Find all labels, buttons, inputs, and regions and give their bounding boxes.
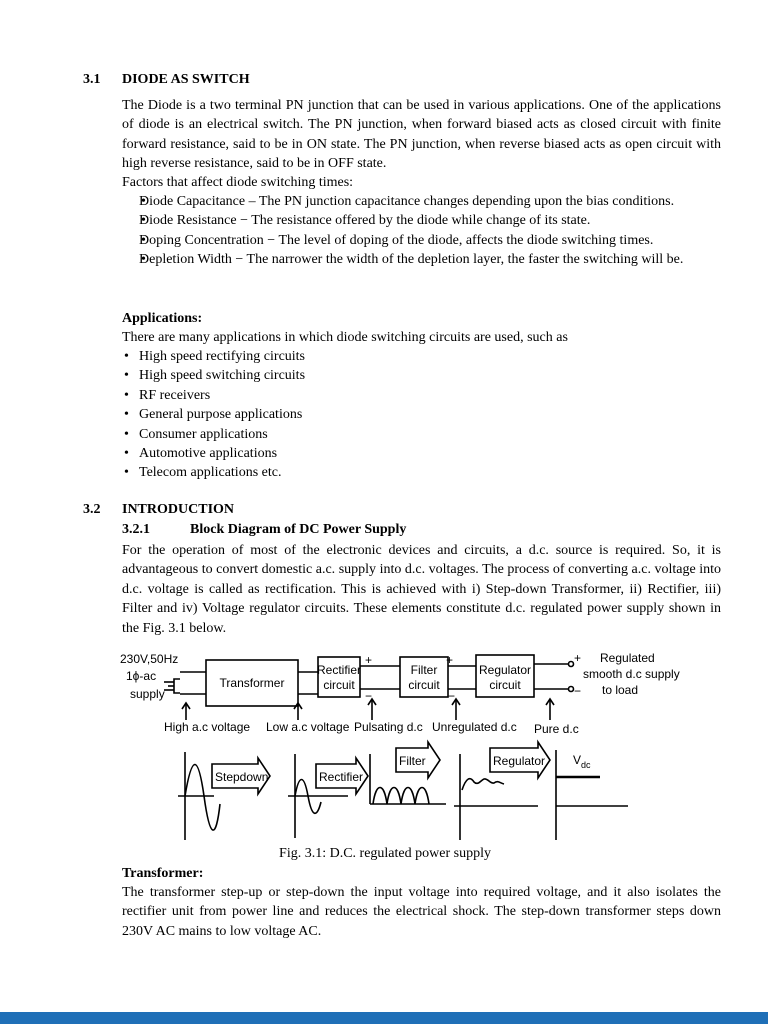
- stage-label-pure: Pure d.c: [534, 722, 579, 736]
- list-item: • Doping Concentration − The level of doping of the diode, affects the diode switching times.: [122, 231, 721, 250]
- transformer-heading: Transformer:: [122, 866, 204, 881]
- diode-intro-paragraph: The Diode is a two terminal PN junction that can be used in various applications. One of the applications of diode is an electrical switch. The PN junction, when forward biased acts as closed circuit with finite forward resistance, said to be in ON state. The PN junction, when reverse biased acts as open circuit with high reverse resistance, said to be in OFF state.: [122, 98, 721, 172]
- plus-sign: +: [365, 653, 373, 667]
- subsection-title: Block Diagram of DC Power Supply: [190, 522, 407, 537]
- section-title: INTRODUCTION: [122, 502, 235, 517]
- list-item: • Automotive applications: [122, 444, 721, 463]
- section-heading-3-1: [83, 71, 383, 89]
- stepdown-arrow-label: Stepdown: [215, 770, 269, 784]
- dc-power-supply-diagram: [118, 646, 680, 842]
- minus-sign: −: [574, 684, 582, 698]
- output-label-line3: to load: [602, 683, 639, 697]
- list-item: • Telecom applications etc.: [122, 463, 721, 482]
- regulator-label-1: Regulator: [478, 663, 532, 677]
- vdc-v: V: [573, 753, 582, 767]
- list-item: • General purpose applications: [122, 405, 721, 424]
- output-label-line1: Regulated: [600, 651, 655, 665]
- supply-label-line2: 1ϕ-ac: [126, 669, 157, 683]
- list-item: • High speed switching circuits: [122, 366, 721, 385]
- subsection-number: 3.2.1: [122, 522, 150, 537]
- supply-label-line1: 230V,50Hz: [120, 652, 179, 666]
- section-number: 3.2: [83, 502, 101, 517]
- list-item: • High speed rectifying circuits: [122, 347, 721, 366]
- transformer-paragraph: The transformer step-up or step-down the input voltage into required voltage, and it also isolates the rectifier unit from power line and reduces the electrical shock. The step-down transformer steps down 230V AC mains to low voltage AC.: [122, 885, 721, 939]
- regulator-arrow-label: Regulator: [493, 754, 546, 768]
- subsection-heading-3-2-1: [122, 521, 406, 539]
- minus-sign: −: [448, 689, 456, 703]
- vdc-label: [573, 753, 591, 770]
- factors-label: Factors that affect diode switching times:: [122, 175, 354, 190]
- list-item: • Diode Resistance − The resistance offered by the diode while change of its state.: [122, 211, 721, 230]
- stage-label-unregulated: Unregulated d.c: [432, 720, 517, 734]
- supply-label-line3: supply: [130, 687, 165, 701]
- figure-caption: Fig. 3.1: D.C. regulated power supply: [279, 846, 491, 861]
- section-heading-3-2: [83, 501, 383, 519]
- power-supply-paragraph: For the operation of most of the electronic devices and circuits, a d.c. source is required. So, it is advantageous to convert domestic a.c. supply into d.c. voltages. The process of converting a.c. voltage into d.c. voltage is called as rectification. This is achieved with i) Step-down Transformer, ii) Rectifier, iii) Filter and iv) Voltage regulator circuits. These elements constitute d.c. regulated power supply shown in the Fig. 3.1 below.: [122, 543, 721, 636]
- list-item: • RF receivers: [122, 386, 721, 405]
- footer-bar: [0, 1012, 768, 1024]
- output-label-line2: smooth d.c supply: [583, 667, 680, 681]
- rectifier-label-1: Rectifier: [316, 663, 362, 677]
- plus-sign: +: [574, 651, 582, 665]
- section-number: 3.1: [83, 72, 101, 87]
- filter-label-2: circuit: [408, 678, 440, 692]
- rectifier-arrow-label: Rectifier: [319, 770, 364, 784]
- factors-list: [122, 192, 721, 270]
- list-item: • Depletion Width − The narrower the width of the depletion layer, the faster the switching will be.: [122, 250, 721, 269]
- list-item: • Diode Capacitance – The PN junction capacitance changes depending upon the bias conditions.: [122, 192, 721, 211]
- filter-label-1: Filter: [410, 663, 438, 677]
- stage-label-low-ac: Low a.c voltage: [266, 720, 350, 734]
- stage-label-high-ac: High a.c voltage: [164, 720, 251, 734]
- minus-sign: −: [365, 689, 373, 703]
- applications-list: [122, 347, 721, 483]
- applications-intro: There are many applications in which diode switching circuits are used, such as: [122, 330, 568, 345]
- plus-sign: +: [446, 653, 454, 667]
- list-item: • Consumer applications: [122, 425, 721, 444]
- section-title: DIODE AS SWITCH: [122, 72, 250, 87]
- transformer-label: Transformer: [219, 676, 285, 690]
- applications-heading: Applications:: [122, 311, 203, 326]
- vdc-subscript: dc: [581, 760, 591, 770]
- stage-label-pulsating: Pulsating d.c: [354, 720, 423, 734]
- filter-arrow-label: Filter: [399, 754, 426, 768]
- rectifier-label-2: circuit: [323, 678, 355, 692]
- regulator-label-2: circuit: [489, 678, 521, 692]
